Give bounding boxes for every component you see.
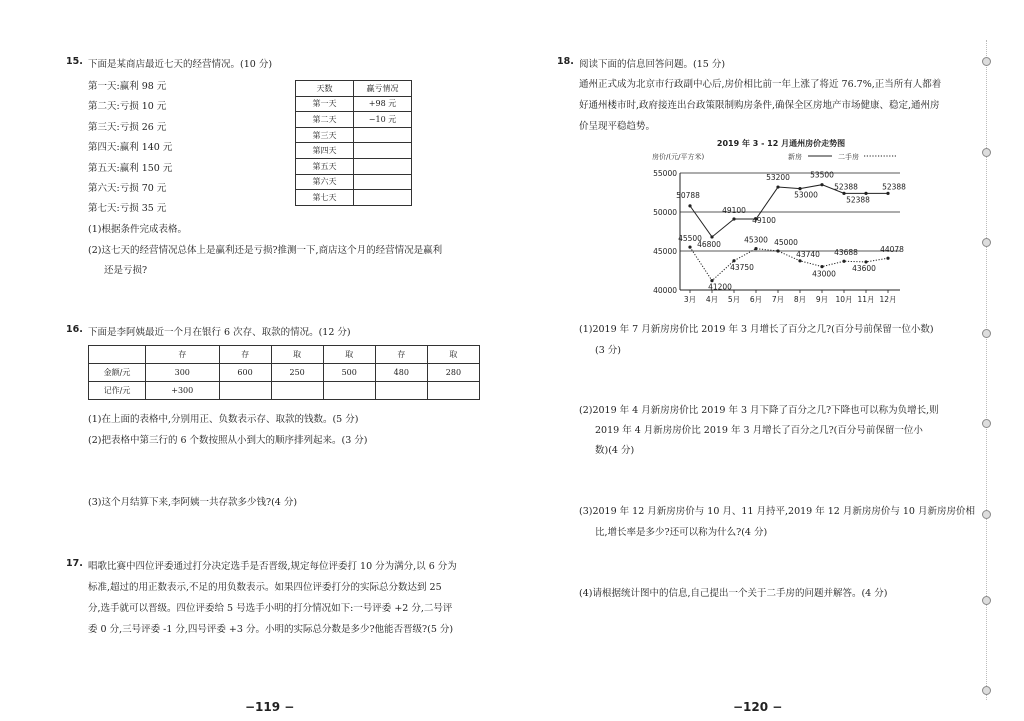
- x-tick-label: 11月: [857, 295, 875, 304]
- q18-prompt: 阅读下面的信息回答问题。(15 分): [579, 59, 726, 70]
- table-row: [296, 158, 412, 174]
- table-cell: 第一天: [296, 96, 354, 112]
- table-cell: 金额/元: [89, 364, 146, 382]
- table-cell: 第三天: [296, 127, 354, 143]
- legend-new-label: 新房: [788, 153, 802, 161]
- table-row: [89, 346, 480, 364]
- x-tick-label: 8月: [793, 295, 807, 304]
- data-point: [688, 246, 691, 249]
- table-row: [296, 127, 412, 143]
- table-row: [296, 143, 412, 159]
- data-label: 43600: [852, 263, 876, 273]
- q18-sub2: (2)2019 年 4 月新房房价比 2019 年 3 月下降了百分之几?下降也可以称为负增长,则: [579, 405, 939, 416]
- x-tick-label: 12月: [879, 295, 897, 304]
- q18-number: 18.: [557, 56, 574, 67]
- legend-second-label: 二手房: [838, 153, 859, 161]
- table-header-cell: 取: [427, 346, 479, 364]
- table-cell[interactable]: [354, 190, 412, 206]
- q15-sub2-cont: 还是亏损?: [104, 265, 148, 276]
- data-point: [754, 247, 757, 250]
- q16-sub1: (1)在上面的表格中,分别用正、负数表示存、取款的钱数。(5 分): [88, 414, 359, 425]
- data-label: 52388: [834, 182, 858, 192]
- data-label: 41200: [708, 282, 732, 292]
- chart-title: 2019 年 3 - 12 月通州房价走势图: [716, 139, 846, 148]
- x-tick-label: 3月: [683, 295, 697, 304]
- q15-prompt: 下面是某商店最近七天的经营情况。(10 分): [88, 59, 273, 70]
- q18-sub1-cont: (3 分): [595, 345, 621, 356]
- y-tick-label: 40000: [653, 286, 677, 295]
- data-point: [820, 265, 823, 268]
- table-cell: 280: [427, 364, 479, 382]
- table-cell: 600: [219, 364, 271, 382]
- table-header-cell: [89, 346, 146, 364]
- data-label: 49100: [752, 216, 776, 226]
- data-label: 53000: [794, 190, 818, 200]
- q15-day-item: 第六天:亏损 70 元: [88, 183, 167, 194]
- q15-day-item: 第四天:赢利 140 元: [88, 142, 173, 154]
- q16-sub3: (3)这个月结算下来,李阿姨一共存款多少钱?(4 分): [88, 497, 298, 508]
- table-header-cell: 天数: [296, 81, 354, 97]
- x-tick-label: 6月: [749, 295, 763, 304]
- table-cell[interactable]: [354, 158, 412, 174]
- data-point: [886, 257, 889, 260]
- data-label: 52388: [846, 195, 870, 205]
- x-tick-label: 10月: [835, 295, 853, 304]
- table-row: [296, 112, 412, 128]
- data-point: [820, 183, 823, 186]
- q15-sub2: (2)这七天的经营情况总体上是赢利还是亏损?推测一下,商店这个月的经营情况是赢利: [88, 245, 443, 256]
- data-label: 43750: [730, 262, 754, 272]
- table-cell[interactable]: [354, 127, 412, 143]
- q15-day-item: 第五天:赢利 150 元: [88, 162, 173, 174]
- q15-day-item: 第三天:亏损 26 元: [88, 121, 167, 133]
- table-row: [296, 174, 412, 190]
- data-label: 50788: [676, 190, 700, 200]
- table-cell: 第二天: [296, 112, 354, 128]
- data-label: 43740: [796, 249, 820, 259]
- binding-hole-icon: [982, 686, 991, 695]
- table-cell[interactable]: −10 元: [354, 112, 412, 128]
- table-cell: 250: [271, 364, 323, 382]
- table-cell: 第五天: [296, 158, 354, 174]
- q15-day-item: 第二天:亏损 10 元: [88, 101, 167, 113]
- q17-number: 17.: [66, 558, 83, 569]
- table-cell[interactable]: [354, 174, 412, 190]
- data-point: [798, 259, 801, 262]
- data-point: [776, 185, 779, 188]
- table-header-cell: 存: [375, 346, 427, 364]
- data-point: [710, 235, 713, 238]
- page-number-right: −120 −: [733, 700, 783, 714]
- binding-hole-icon: [982, 596, 991, 605]
- table-cell: 480: [375, 364, 427, 382]
- binding-hole-icon: [982, 148, 991, 157]
- q16-prompt: 下面是李阿姨最近一个月在银行 6 次存、取款的情况。(12 分): [88, 327, 351, 338]
- table-cell: 记作/元: [89, 382, 146, 400]
- table-cell: 第七天: [296, 190, 354, 206]
- q16-sub2: (2)把表格中第三行的 6 个数按照从小到大的顺序排列起来。(3 分): [88, 435, 368, 446]
- table-cell: 第四天: [296, 143, 354, 159]
- series-line-new: [690, 185, 888, 237]
- table-header-cell: 赢亏情况: [354, 81, 412, 97]
- data-label: 43000: [812, 269, 836, 279]
- table-cell[interactable]: +98 元: [354, 96, 412, 112]
- data-label: 49100: [722, 206, 746, 216]
- q15-number: 15.: [66, 56, 83, 67]
- data-label: 52388: [882, 182, 906, 192]
- q17-line: 委 0 分,三号评委 -1 分,四号评委 +3 分。小明的实际总分数是多少?他能否晋级?(5 分): [88, 624, 454, 635]
- y-tick-label: 55000: [653, 169, 677, 178]
- q18-intro-line: 通州正式成为北京市行政副中心后,房价相比前一年上涨了将近 76.7%,正当所有人都着: [579, 79, 942, 90]
- q15-table: [295, 80, 412, 206]
- binding-hole-icon: [982, 510, 991, 519]
- table-cell[interactable]: [375, 382, 427, 400]
- q17-line: 分,选手就可以晋级。四位评委给 5 号选手小明的打分情况如下:一号评委 +2 分,二号评: [88, 603, 453, 614]
- table-cell: 300: [146, 364, 220, 382]
- table-cell[interactable]: [271, 382, 323, 400]
- q15-day-item: 第一天:赢利 98 元: [88, 81, 167, 92]
- data-point: [886, 192, 889, 195]
- q17-line: 标准,超过的用正数表示,不足的用负数表示。如果四位评委打分的实际总分数达到 25: [88, 582, 442, 593]
- data-point: [732, 217, 735, 220]
- table-row: [89, 364, 480, 382]
- table-cell: +300: [146, 382, 220, 400]
- data-point: [688, 204, 691, 207]
- q16-number: 16.: [66, 324, 83, 335]
- table-row: [296, 81, 412, 97]
- data-label: 44078: [880, 245, 904, 255]
- q18-intro-line: 好通州楼市时,政府接连出台政策限制购房条件,确保全区房地产市场健康、稳定,通州房: [579, 100, 940, 111]
- table-cell[interactable]: [427, 382, 479, 400]
- data-label: 53500: [810, 170, 834, 180]
- q15-sub1: (1)根据条件完成表格。: [88, 224, 187, 235]
- x-tick-label: 4月: [705, 295, 719, 304]
- y-tick-label: 45000: [653, 247, 677, 256]
- binding-hole-icon: [982, 238, 991, 247]
- y-tick-label: 50000: [653, 208, 677, 217]
- q18-sub2-cont: 2019 年 4 月新房房价比 2019 年 3 月增长了百分之几?(百分号前保留一位小: [595, 425, 923, 436]
- binding-hole-icon: [982, 329, 991, 338]
- data-label: 43688: [834, 248, 858, 258]
- binding-hole-icon: [982, 57, 991, 66]
- data-point: [776, 249, 779, 252]
- table-row: [296, 190, 412, 206]
- data-label: 45000: [774, 238, 798, 247]
- q18-sub3: (3)2019 年 12 月新房房价与 10 月、11 月持平,2019 年 12 月新房房价与 10 月新房房价相: [579, 506, 975, 517]
- page-number-left: −119 −: [245, 700, 295, 714]
- q15-day-item: 第七天:亏损 35 元: [88, 203, 167, 215]
- x-tick-label: 7月: [771, 295, 785, 304]
- data-point: [842, 260, 845, 263]
- table-cell[interactable]: [219, 382, 271, 400]
- data-label: 46800: [697, 239, 721, 249]
- binding-hole-icon: [982, 419, 991, 428]
- x-tick-label: 9月: [815, 295, 829, 304]
- q18-sub3-cont: 比,增长率是多少?还可以称为什么?(4 分): [595, 527, 768, 538]
- table-header-cell: 取: [271, 346, 323, 364]
- table-cell[interactable]: [323, 382, 375, 400]
- table-row: [296, 96, 412, 112]
- table-cell: 第六天: [296, 174, 354, 190]
- q18-sub2-cont2: 数)(4 分): [595, 445, 635, 456]
- table-header-cell: 取: [323, 346, 375, 364]
- q18-intro-line: 价呈现平稳趋势。: [579, 121, 656, 132]
- chart-ylabel: 房价/(元/平方米): [652, 153, 705, 161]
- table-header-cell: 存: [146, 346, 220, 364]
- table-header-cell: 存: [219, 346, 271, 364]
- table-cell: 500: [323, 364, 375, 382]
- table-row: [89, 382, 480, 400]
- q18-sub1: (1)2019 年 7 月新房房价比 2019 年 3 月增长了百分之几?(百分号前保留一位小数): [579, 324, 934, 335]
- price-trend-chart: [640, 135, 915, 315]
- table-cell[interactable]: [354, 143, 412, 159]
- data-label: 53200: [766, 173, 790, 183]
- data-label: 45300: [744, 235, 768, 245]
- q17-line: 唱歌比赛中四位评委通过打分决定选手是否晋级,规定每位评委打 10 分为满分,以 6 分为: [88, 561, 457, 572]
- q18-sub4: (4)请根据统计图中的信息,自己提出一个关于二手房的问题并解答。(4 分): [579, 588, 888, 599]
- q16-table: [88, 345, 480, 400]
- x-tick-label: 5月: [727, 295, 741, 304]
- data-label: 45500: [678, 234, 702, 244]
